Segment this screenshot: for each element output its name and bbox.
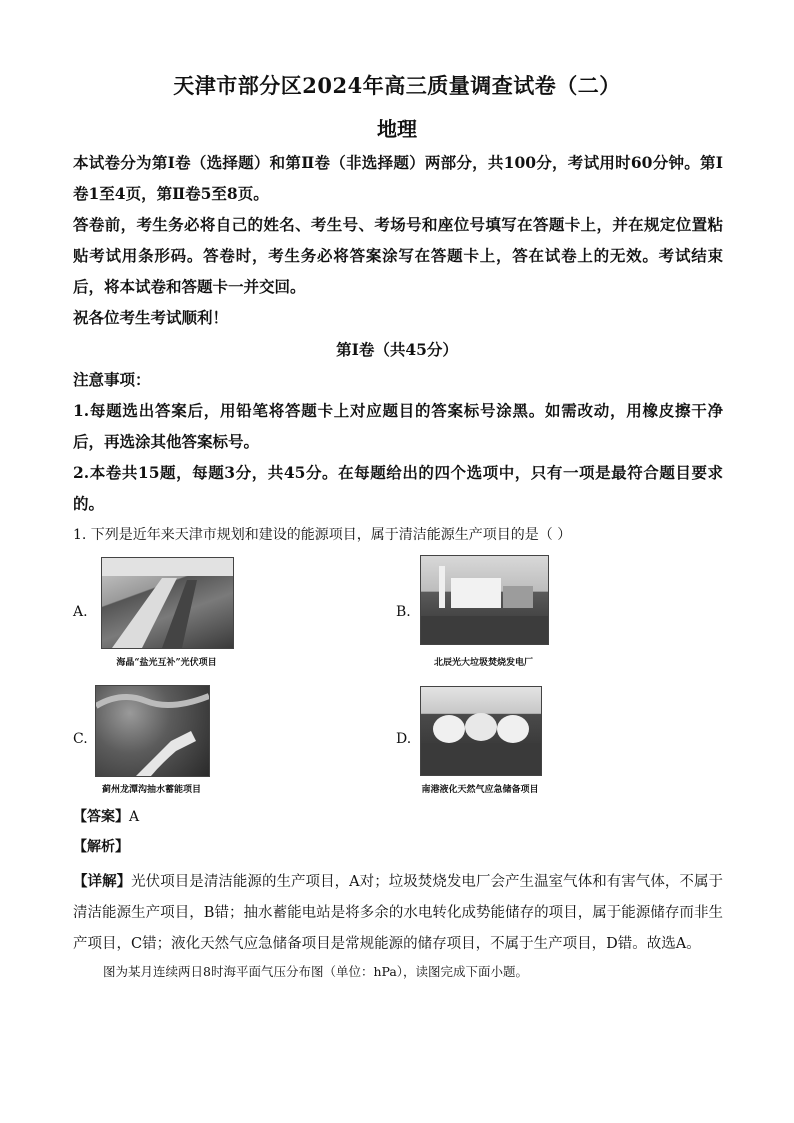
notes-title: 注意事项： [73,370,151,389]
pumped-storage-photo [95,685,210,777]
solar-photo-art [102,558,233,648]
note-2: 2.本卷共15题，每题3分，共45分。在每题给出的四个选项中，只有一项是最符合题目要求的。 [73,463,723,513]
option-a-label: A. [73,604,88,620]
exam-title: 天津市部分区2024年高三质量调查试卷（二） [173,73,621,98]
intro-paragraph-1: 本试卷分为第Ⅰ卷（选择题）和第Ⅱ卷（非选择题）两部分，共100分，考试用时60分钟。第Ⅰ卷1至4页，第Ⅱ卷5至8页。 [73,153,723,203]
section-heading: 第Ⅰ卷（共45分） [336,340,458,359]
answer-line [73,806,139,826]
pumped-storage-photo-art [96,686,209,776]
answer-tag: 【答案】 [73,809,129,825]
option-d-caption: 南港液化天然气应急储备项目 [421,785,539,795]
analysis-line [73,836,129,856]
lng-storage-photo-art [421,687,541,775]
waste-plant-photo [420,555,549,645]
detail-tag: 【详解】 [73,873,132,890]
option-c-caption: 蓟州龙潭沟抽水蓄能项目 [101,785,201,795]
intro-paragraph-3: 祝各位考生考试顺利！ [73,308,229,327]
waste-plant-photo-art [421,556,548,644]
option-a-caption: 海晶“盐光互补”光伏项目 [116,658,217,668]
figure-intro-text: 图为某月连续两日8时海平面气压分布图（单位：hPa），读图完成下面小题。 [103,964,529,979]
question-1-stem: 1. 下列是近年来天津市规划和建设的能源项目，属于清洁能源生产项目的是（ ） [73,527,572,543]
solar-project-photo [101,557,234,649]
option-c-label: C. [73,731,88,747]
lng-storage-photo [420,686,542,776]
detail-text: 光伏项目是清洁能源的生产项目，A对；垃圾焚烧发电厂会产生温室气体和有害气体，不属于清洁能源生产项目，B错；抽水蓄能电站是将多余的水电转化成势能储存的项目，属于能源储存而非生产项目，C错；液化天然气应急储备项目是常规能源的储存项目，不属于生产项目，D错。故选A。 [73,874,724,952]
note-1: 1.每题选出答案后，用铅笔将答题卡上对应题目的答案标号涂黑。如需改动，用橡皮擦干净后，再选涂其他答案标号。 [73,401,723,451]
analysis-tag: 【解析】 [73,839,129,855]
answer-value: A [129,809,140,825]
option-b-caption: 北辰光大垃圾焚烧发电厂 [433,658,533,668]
subject-title: 地理 [377,117,417,141]
intro-paragraph-2: 答卷前，考生务必将自己的姓名、考生号、考场号和座位号填写在答题卡上，并在规定位置粘贴考试用条形码。答卷时，考生务必将答案涂写在答题卡上，答在试卷上的无效。考试结束后，将本试卷和答题卡一并交回。 [73,215,723,296]
detail-paragraph [73,866,723,960]
option-d-label: D. [396,731,412,747]
option-b-label: B. [396,604,411,620]
